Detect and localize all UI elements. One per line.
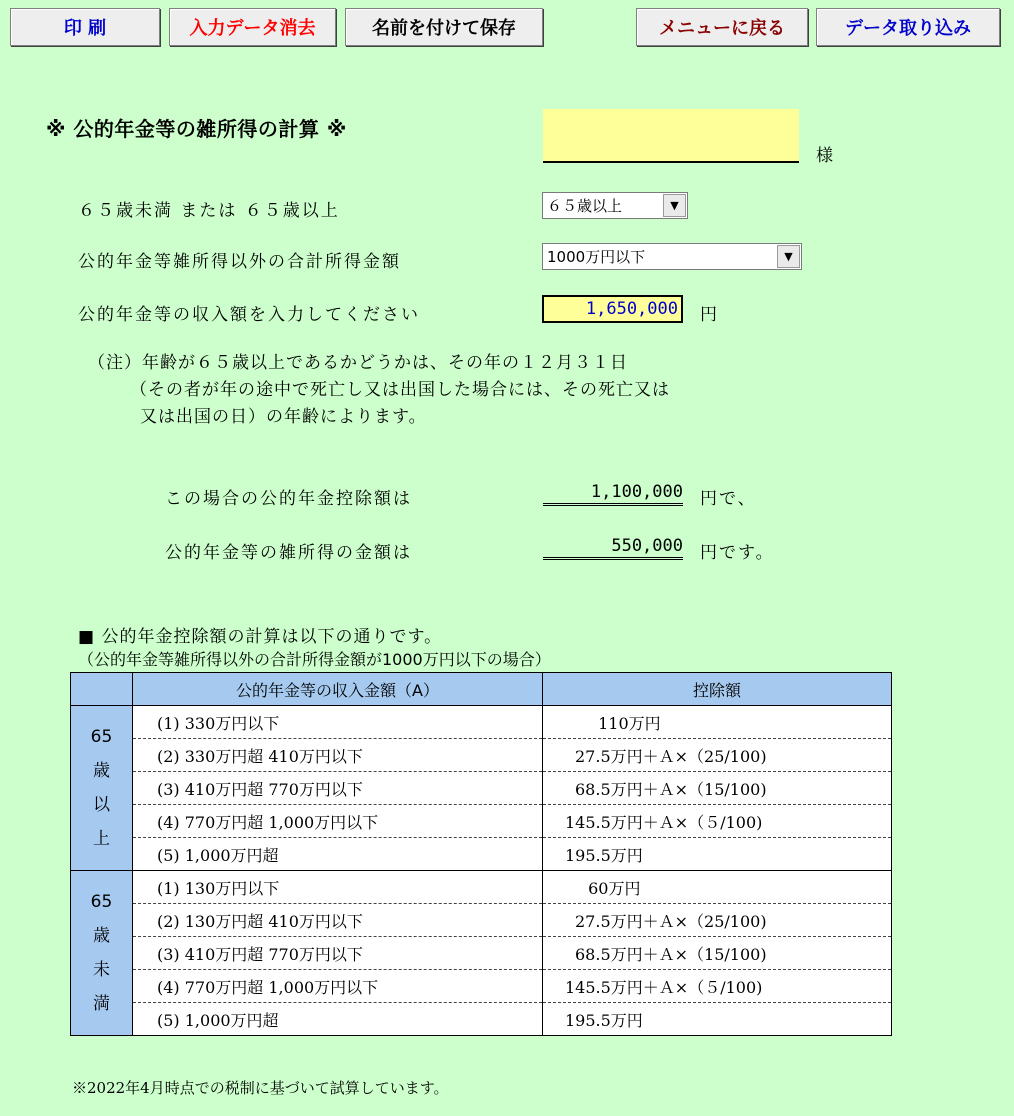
income-range-cell: (1) 130万円以下 [133, 871, 543, 904]
back-to-menu-button[interactable]: メニューに戻る [636, 8, 808, 46]
pension-income-input[interactable]: 1,650,000 [542, 295, 683, 323]
age-select[interactable] [542, 192, 688, 219]
income-range-cell: (4) 770万円超 1,000万円以下 [133, 970, 543, 1003]
deduction-cell: 145.5万円＋Ａ×（５/100) [543, 970, 892, 1003]
deduction-cell: 195.5万円 [543, 1003, 892, 1036]
note-line-3: 又は出国の日）の年齢によります。 [140, 407, 427, 427]
chevron-down-icon[interactable]: ▼ [777, 245, 800, 268]
income-range-cell: (3) 410万円超 770万円以下 [133, 772, 543, 805]
table-row [71, 1003, 892, 1036]
table-row [71, 937, 892, 970]
income-range-cell: (4) 770万円超 1,000万円以下 [133, 805, 543, 838]
income-range-cell: (2) 130万円超 410万円以下 [133, 904, 543, 937]
deduction-result-label: この場合の公的年金控除額は [165, 489, 412, 509]
clear-input-button[interactable]: 入力データ消去 [169, 8, 336, 46]
deduction-cell: 68.5万円＋Ａ×（15/100) [543, 772, 892, 805]
income-result-value: 550,000 [543, 536, 683, 560]
print-button[interactable]: 印 刷 [10, 8, 160, 46]
income-result-label: 公的年金等の雑所得の金額は [165, 543, 412, 563]
table-row [71, 970, 892, 1003]
income-range-cell: (2) 330万円超 410万円以下 [133, 739, 543, 772]
pension-income-label: 公的年金等の収入額を入力してください [78, 305, 420, 325]
table-row [71, 706, 892, 739]
name-suffix: 様 [816, 146, 833, 166]
deduction-cell: 110万円 [543, 706, 892, 739]
other-income-select-value: 1000万円以下 [547, 248, 646, 266]
table-row [71, 838, 892, 871]
other-income-label: 公的年金等雑所得以外の合計所得金額 [78, 252, 401, 272]
income-result-suffix: 円です。 [700, 543, 775, 563]
income-range-cell: (5) 1,000万円超 [133, 1003, 543, 1036]
income-range-cell: (5) 1,000万円超 [133, 838, 543, 871]
deduction-cell: 68.5万円＋Ａ×（15/100) [543, 937, 892, 970]
income-range-cell: (3) 410万円超 770万円以下 [133, 937, 543, 970]
table-row [71, 871, 892, 904]
table-heading: ■ 公的年金控除額の計算は以下の通りです。 [78, 627, 443, 647]
pension-unit: 円 [700, 305, 719, 325]
customer-name-input[interactable] [543, 109, 799, 163]
table-row [71, 772, 892, 805]
note-line-2: （その者が年の途中で死亡し又は出国した場合には、その死亡又は [130, 380, 670, 400]
age-select-value: ６５歳以上 [547, 197, 623, 215]
page-title: ※ 公的年金等の雑所得の計算 ※ [46, 117, 347, 141]
deduction-cell: 145.5万円＋Ａ×（５/100) [543, 805, 892, 838]
save-as-button[interactable]: 名前を付けて保存 [345, 8, 543, 46]
table-row [71, 739, 892, 772]
deduction-cell: 60万円 [543, 871, 892, 904]
deduction-cell: 27.5万円＋Ａ×（25/100) [543, 904, 892, 937]
deduction-cell: 195.5万円 [543, 838, 892, 871]
age-column-header [71, 673, 133, 706]
deduction-table [70, 672, 892, 1036]
table-row [71, 904, 892, 937]
note-line-1: （注）年齢が６５歳以上であるかどうかは、その年の１２月３１日 [88, 353, 628, 373]
deduction-result-suffix: 円で、 [700, 489, 757, 509]
income-column-header: 公的年金等の収入金額（A） [133, 673, 543, 706]
footer-disclaimer: ※2022年4月時点での税制に基づいて試算しています。 [72, 1079, 449, 1097]
deduction-result-value: 1,100,000 [543, 482, 683, 506]
table-subheading: （公的年金等雑所得以外の合計所得金額が1000万円以下の場合） [78, 650, 551, 669]
chevron-down-icon[interactable]: ▼ [663, 194, 686, 217]
age-group-65-over: 65 歳 以 上 [71, 706, 133, 871]
deduction-column-header: 控除額 [543, 673, 892, 706]
table-header-row [71, 673, 892, 706]
income-range-cell: (1) 330万円以下 [133, 706, 543, 739]
import-data-button[interactable]: データ取り込み [816, 8, 1000, 46]
age-group-under-65: 65 歳 未 満 [71, 871, 133, 1036]
deduction-cell: 27.5万円＋Ａ×（25/100) [543, 739, 892, 772]
other-income-select[interactable] [542, 243, 802, 270]
table-row [71, 805, 892, 838]
age-label: ６５歳未満 または ６５歳以上 [78, 201, 340, 221]
